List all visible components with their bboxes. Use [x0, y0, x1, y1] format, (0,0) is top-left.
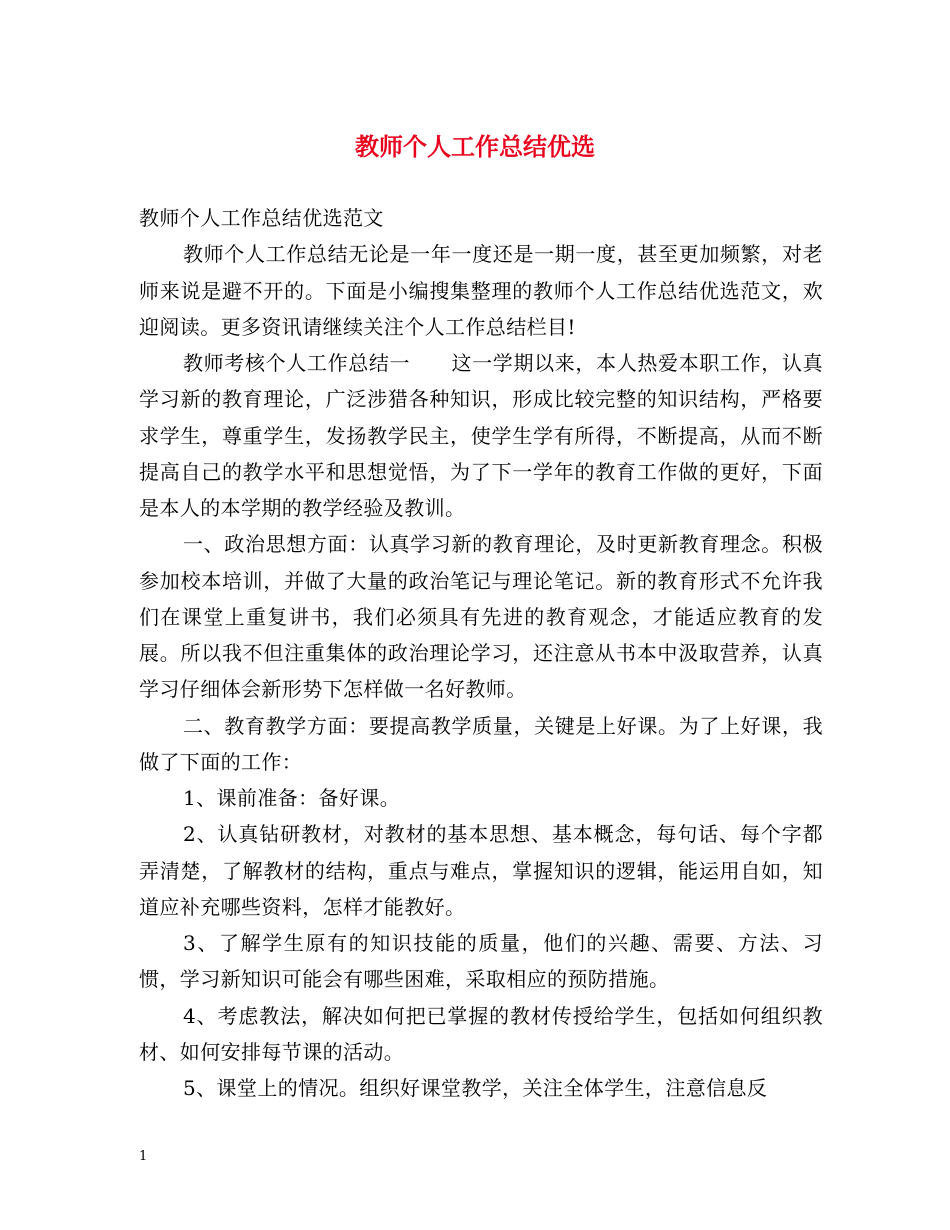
document-title: 教师个人工作总结优选 [355, 132, 595, 161]
paragraph-item-1: 1、课前准备：备好课。 [183, 786, 401, 810]
document-subtitle: 教师个人工作总结优选范文 [139, 206, 384, 230]
paragraph-item-2: 2、认真钻研教材，对教材的基本思想、基本概念，每句话、每个字都弄清楚，了解教材的结构，重点与难点，掌握知识的逻辑，能运用自如，知道应补充哪些资料，怎样才能教好。 [139, 822, 823, 919]
paragraph-item-3: 3、了解学生原有的知识技能的质量，他们的兴趣、需要、方法、习惯，学习新知识可能会有哪些困难，采取相应的预防措施。 [139, 931, 823, 992]
paragraph-teaching: 二、教育教学方面：要提高教学质量，关键是上好课。为了上好课，我做了下面的工作： [139, 713, 823, 774]
paragraph-item-4: 4、考虑教法，解决如何把已掌握的教材传授给学生，包括如何组织教材、如何安排每节课的活动。 [139, 1003, 823, 1064]
page-number: 1 [139, 1149, 148, 1164]
paragraph-item-5: 5、课堂上的情况。组织好课堂教学，关注全体学生，注意信息反 [183, 1076, 768, 1100]
document-body [139, 200, 823, 1106]
paragraph-summary-one: 教师考核个人工作总结一 这一学期以来，本人热爱本职工作，认真学习新的教育理论，广泛涉猎各种知识，形成比较完整的知识结构，严格要求学生，尊重学生，发扬教学民主，使学生学有所得，不断提高，从而不断提高自己的教学水平和思想觉悟，为了下一学年的教育工作做的更好，下面是本人的本学期的教学经验及教训。 [139, 351, 823, 520]
paragraph-political: 一、政治思想方面：认真学习新的教育理论，及时更新教育理念。积极参加校本培训，并做了大量的政治笔记与理论笔记。新的教育形式不允许我们在课堂上重复讲书，我们必须具有先进的教育观念，才能适应教育的发展。所以我不但注重集体的政治理论学习，还注意从书本中汲取营养，认真学习仔细体会新形势下怎样做一名好教师。 [139, 532, 823, 702]
paragraph-intro: 教师个人工作总结无论是一年一度还是一期一度，甚至更加频繁，对老师来说是避不开的。下面是小编搜集整理的教师个人工作总结优选范文，欢迎阅读。更多资讯请继续关注个人工作总结栏目! [139, 242, 823, 339]
